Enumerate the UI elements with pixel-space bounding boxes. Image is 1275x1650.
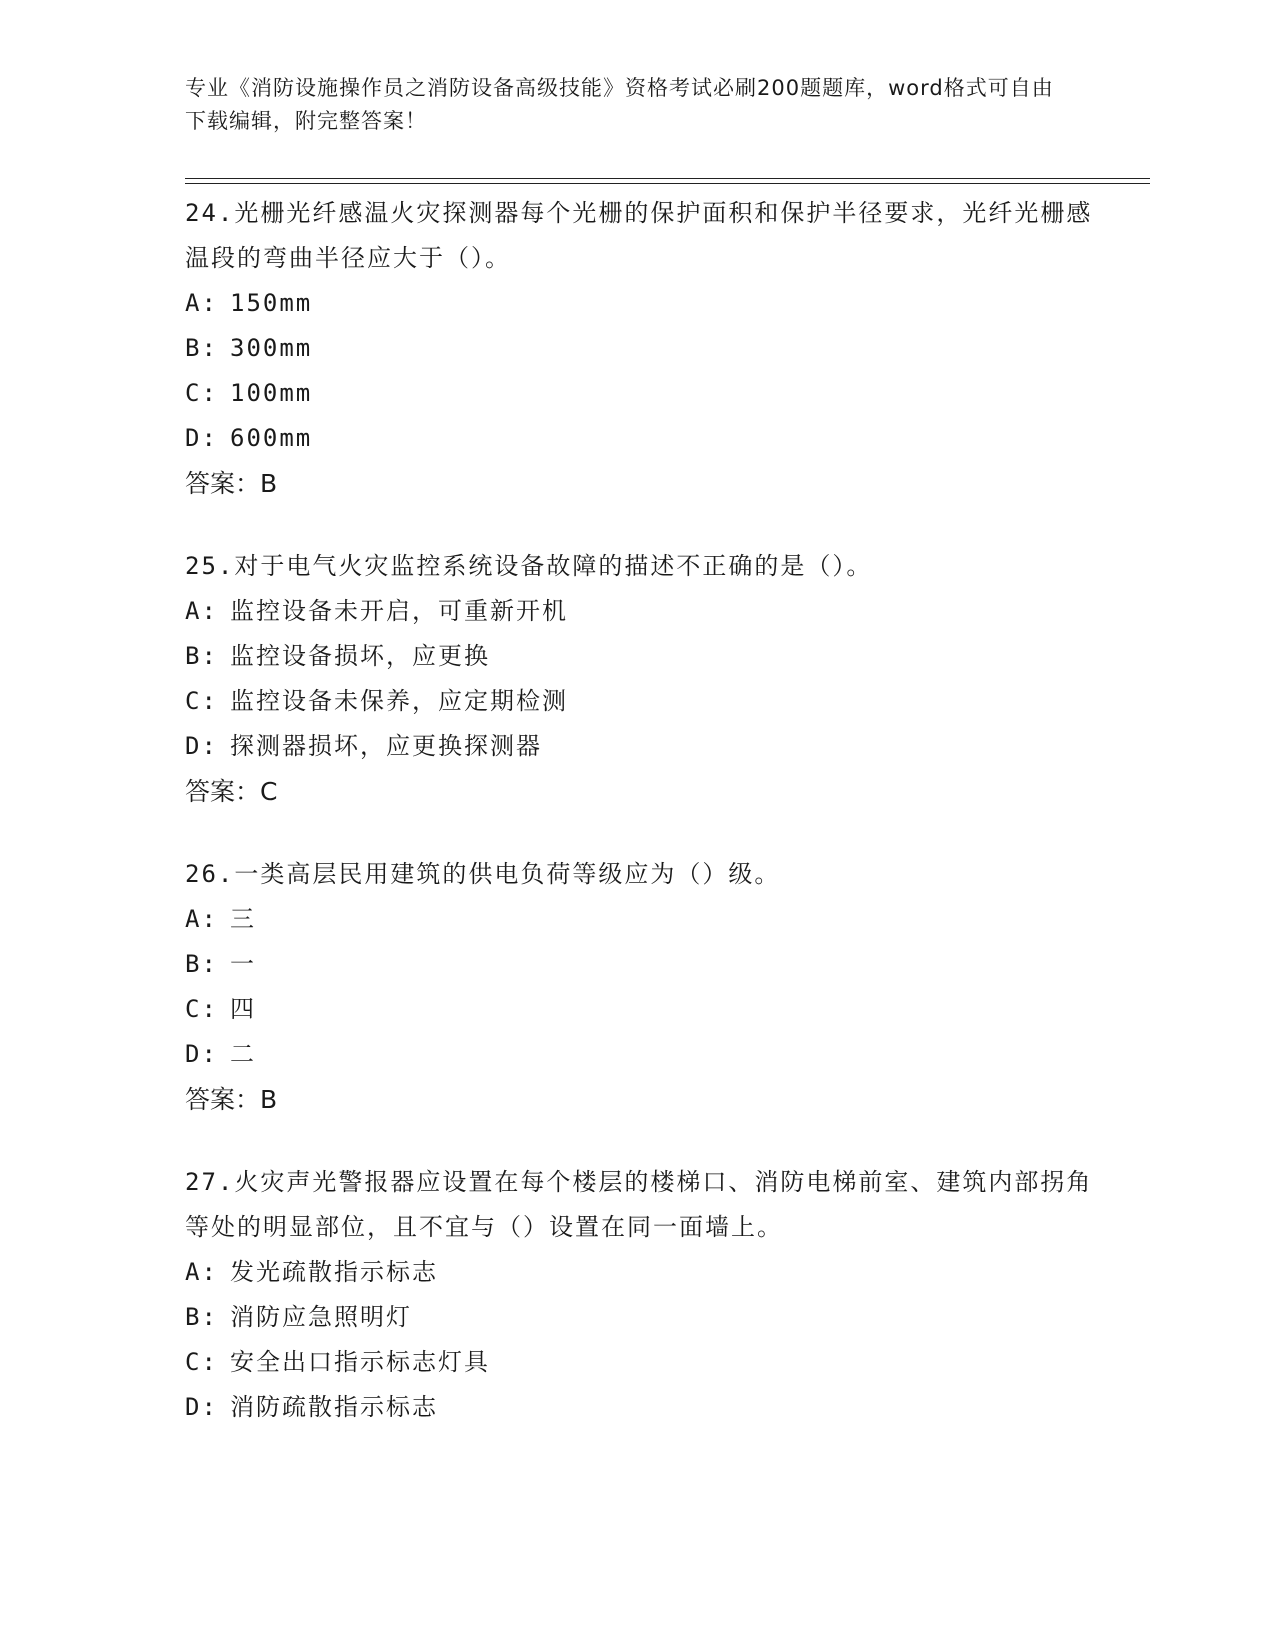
option-letter: A: <box>185 1258 218 1286</box>
question-text: 26.一类高层民用建筑的供电负荷等级应为（）级。 <box>185 860 781 888</box>
option-c <box>185 1340 1105 1385</box>
document-header: 专业《消防设施操作员之消防设备高级技能》资格考试必刷200题题库，word格式可自由下载编辑，附完整答案！ <box>185 76 1054 133</box>
question-item <box>185 852 1105 1122</box>
option-text: 监控设备损坏，应更换 <box>230 642 490 670</box>
option-text: 100mm <box>230 379 313 407</box>
option-text: 150mm <box>230 289 313 317</box>
option-letter: A: <box>185 905 218 933</box>
option-letter: A: <box>185 597 218 625</box>
option-text: 消防疏散指示标志 <box>230 1393 438 1421</box>
question-text: 27.火灾声光警报器应设置在每个楼层的楼梯口、消防电梯前室、建筑内部拐角等处的明显部位，且不宜与（）设置在同一面墙上。 <box>185 1168 1093 1241</box>
option-letter: D: <box>185 732 218 760</box>
option-d <box>185 416 1105 461</box>
option-c <box>185 679 1105 724</box>
option-text: 三 <box>230 905 256 933</box>
option-text: 消防应急照明灯 <box>230 1303 412 1331</box>
option-a <box>185 1250 1105 1295</box>
answer-text: 答案：B <box>185 469 278 498</box>
option-a <box>185 281 1105 326</box>
option-letter: B: <box>185 950 218 978</box>
question-text: 25.对于电气火灾监控系统设备故障的描述不正确的是（）。 <box>185 552 873 580</box>
question-item <box>185 544 1105 814</box>
option-c <box>185 371 1105 416</box>
option-b <box>185 942 1105 987</box>
question-list <box>185 191 1105 1468</box>
option-d <box>185 724 1105 769</box>
question-text: 24.光栅光纤感温火灾探测器每个光栅的保护面积和保护半径要求，光纤光栅感温段的弯曲半径应大于（）。 <box>185 199 1093 272</box>
option-text: 监控设备未开启，可重新开机 <box>230 597 568 625</box>
option-letter: D: <box>185 424 218 452</box>
question-item <box>185 1160 1105 1430</box>
option-letter: D: <box>185 1040 218 1068</box>
option-text: 一 <box>230 950 256 978</box>
option-text: 300mm <box>230 334 313 362</box>
option-letter: C: <box>185 1348 218 1376</box>
option-d <box>185 1032 1105 1077</box>
answer-text: 答案：B <box>185 1085 278 1114</box>
option-text: 安全出口指示标志灯具 <box>230 1348 490 1376</box>
option-text: 监控设备未保养，应定期检测 <box>230 687 568 715</box>
option-letter: D: <box>185 1393 218 1421</box>
option-letter: A: <box>185 289 218 317</box>
question-item <box>185 191 1105 506</box>
option-b <box>185 634 1105 679</box>
option-text: 600mm <box>230 424 313 452</box>
option-letter: C: <box>185 687 218 715</box>
option-letter: B: <box>185 1303 218 1331</box>
option-text: 探测器损坏，应更换探测器 <box>230 732 542 760</box>
option-d <box>185 1385 1105 1430</box>
header-divider-bottom <box>185 183 1150 184</box>
header-divider-top <box>185 178 1150 179</box>
option-letter: C: <box>185 995 218 1023</box>
answer-text: 答案：C <box>185 777 278 806</box>
option-c <box>185 987 1105 1032</box>
option-b <box>185 1295 1105 1340</box>
option-text: 发光疏散指示标志 <box>230 1258 438 1286</box>
option-letter: B: <box>185 334 218 362</box>
option-a <box>185 897 1105 942</box>
option-text: 二 <box>230 1040 256 1068</box>
option-text: 四 <box>230 995 256 1023</box>
option-a <box>185 589 1105 634</box>
option-letter: C: <box>185 379 218 407</box>
option-letter: B: <box>185 642 218 670</box>
option-b <box>185 326 1105 371</box>
